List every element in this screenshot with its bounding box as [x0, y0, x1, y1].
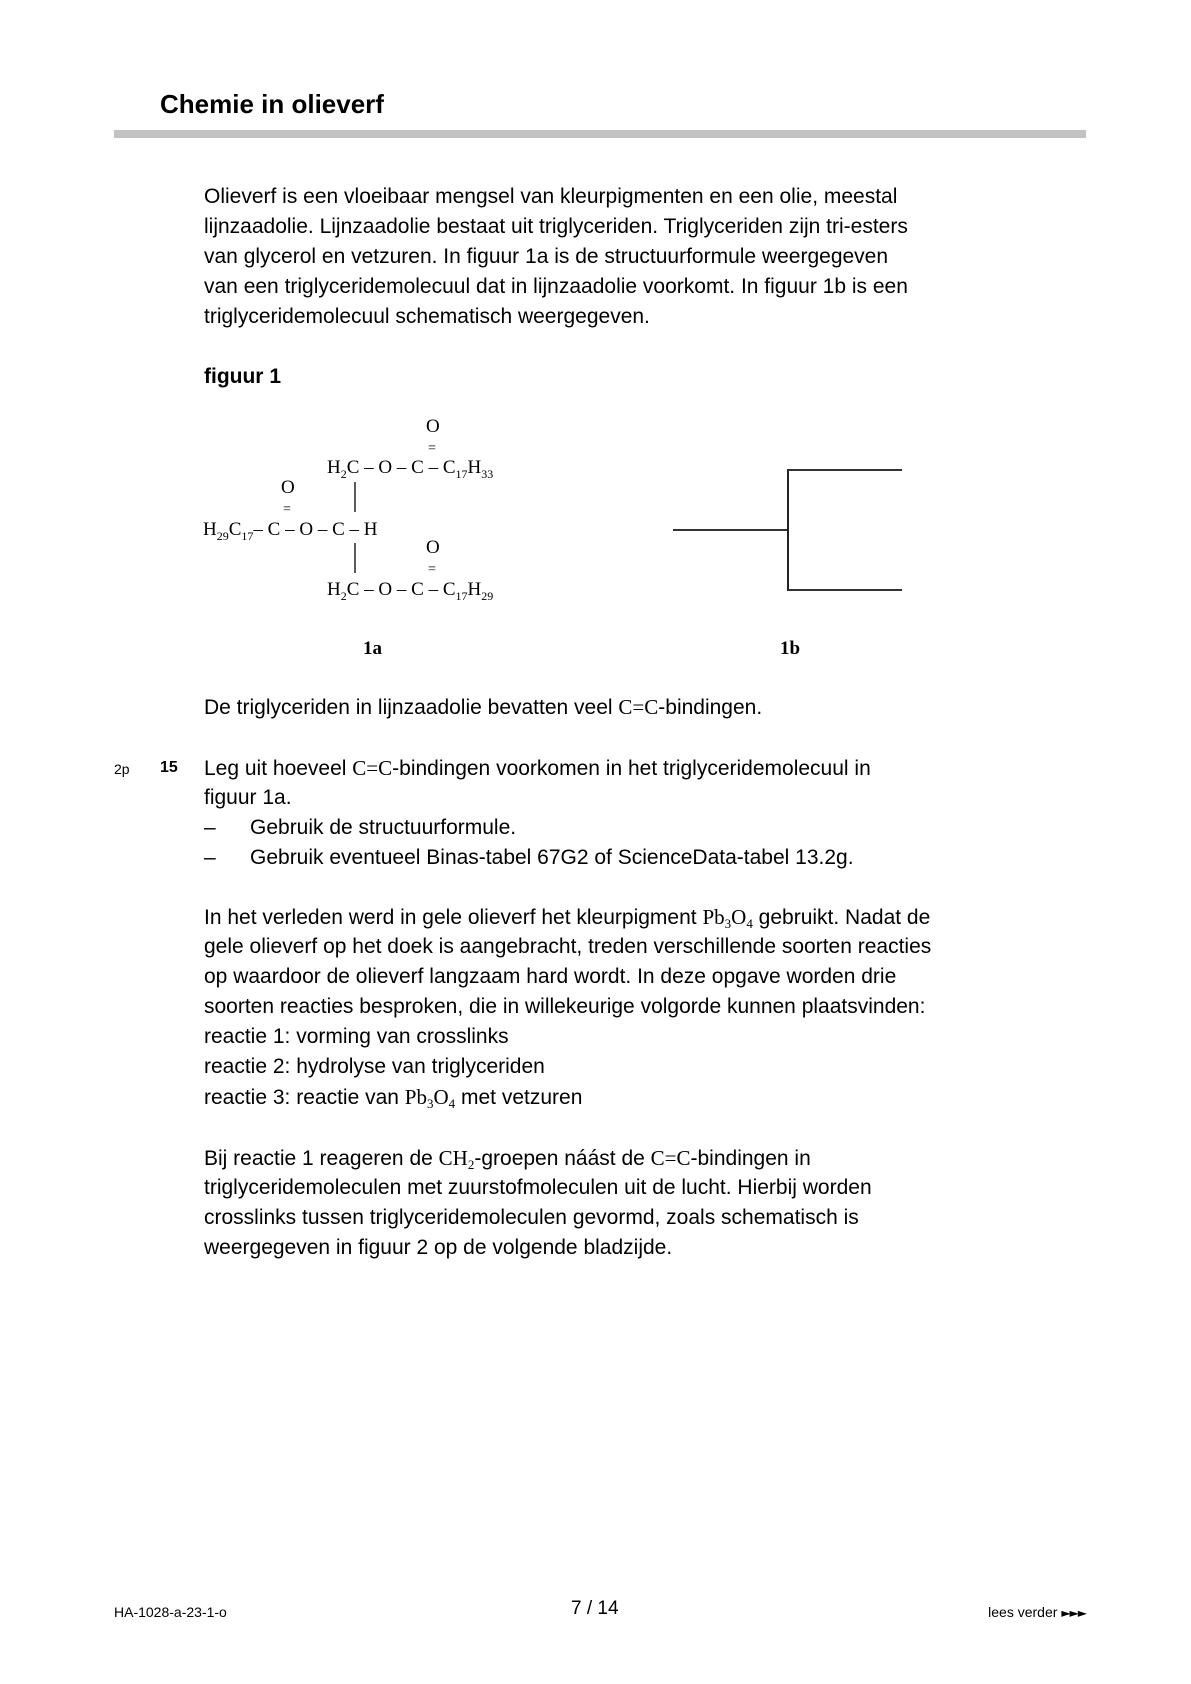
- figure-label-1b: 1b: [780, 638, 801, 659]
- chem-formula-ch2: $CH_2$: [438, 1146, 475, 1172]
- intro-line: triglyceridemolecuul schematisch weergegeven.: [204, 305, 650, 328]
- bottom-double-bond: =: [428, 562, 436, 577]
- question-hint: Gebruik de structuurformule.: [250, 816, 517, 839]
- pigment-paragraph: In het verleden werd in gele olieverf het kleurpigment $Pb_3O_4$ gebruikt. Nadat de gele olieverf op het doek is aangebracht, treden verschillende soorten reacties op waardoor de olieverf langzaam hard wordt. In deze opgave worden drie soorten reacties besproken, die in willekeurige volgorde kunnen plaatsvinden: reactie 1: vorming van crosslinks reactie 2: hydrolyse van triglyceriden reactie 3: reactie van $Pb_3O_4$ met vetzuren: [204, 905, 932, 1111]
- reaction-3: reactie 3: reactie van $Pb_3O_4$ met vetzuren: [204, 1085, 583, 1111]
- bullet-dash: –: [204, 846, 216, 869]
- chem-formula-pb3o4: $Pb_3O_4$: [404, 1085, 456, 1111]
- chem-formula-cc: C=C: [650, 1146, 691, 1170]
- intro-paragraph: [204, 182, 908, 332]
- intro-line: Olieverf is een vloeibaar mengsel van kleurpigmenten en een olie, meestal: [204, 185, 898, 208]
- bullet-dash: –: [204, 816, 216, 839]
- question-text: Leg uit hoeveel C=C-bindingen voorkomen in het triglyceridemolecuul in figuur 1a.: [204, 756, 871, 809]
- reaction-1: reactie 1: vorming van crosslinks: [204, 1025, 509, 1048]
- chem-formula-pb3o4: $Pb_3O_4$: [702, 905, 753, 931]
- question-points: 2p: [114, 761, 130, 777]
- question-hint: Gebruik eventueel Binas-tabel 67G2 of ScienceData-tabel 13.2g.: [250, 846, 854, 869]
- page-title: Chemie in olieverf: [160, 89, 384, 119]
- figure-heading: figuur 1: [204, 365, 281, 388]
- chem-formula-cc: C=C: [352, 756, 393, 780]
- left-double-bond: =: [283, 502, 291, 517]
- exam-code: HA-1028-a-23-1-o: [114, 1604, 227, 1620]
- top-carbonyl-oxygen: O: [426, 416, 440, 437]
- bottom-row: $H_2C$ – O – C – $C_{17}H_{29}$: [327, 579, 494, 603]
- middle-row: $H_{29}C_{17}-$ C – O – C – H: [203, 519, 378, 543]
- intro-line: lijnzaadolie. Lijnzaadolie bestaat uit triglyceriden. Triglyceriden zijn tri-esters: [204, 215, 908, 238]
- crosslink-paragraph: Bij reactie 1 reageren de $CH_2$-groepen náást de C=C-bindingen in triglyceridemoleculen met zuurstofmoleculen uit de lucht. Hierbij worden crosslinks tussen triglyceridemoleculen gevormd, zoals schematisch is weergegeven in figuur 2 op de volgende bladzijde.: [204, 1146, 872, 1259]
- triple-arrow-icon: ►►►: [1061, 1606, 1086, 1620]
- figure-label-1a: 1a: [363, 638, 382, 659]
- continue-indicator: lees verder ►►►: [988, 1604, 1086, 1620]
- top-row: $H_2C$ – O – C – $C_{17}H_{33}$: [327, 457, 494, 481]
- top-double-bond: =: [428, 441, 436, 456]
- intro-line: van een triglyceridemolecuul dat in lijnzaadolie voorkomt. In figuur 1b is een: [204, 275, 908, 298]
- left-carbonyl-oxygen: O: [281, 477, 295, 498]
- reaction-2: reactie 2: hydrolyse van triglyceriden: [204, 1055, 545, 1078]
- page-number: 7 / 14: [571, 1598, 619, 1619]
- title-divider: [114, 130, 1086, 138]
- statement-paragraph: De triglyceriden in lijnzaadolie bevatten veel C=C-bindingen.: [204, 695, 763, 719]
- intro-line: van glycerol en vetzuren. In figuur 1a is de structuurformule weergegeven: [204, 245, 889, 268]
- chem-formula-cc: C=C: [618, 695, 659, 719]
- bottom-carbonyl-oxygen: O: [426, 537, 440, 558]
- question-number: 15: [160, 759, 178, 776]
